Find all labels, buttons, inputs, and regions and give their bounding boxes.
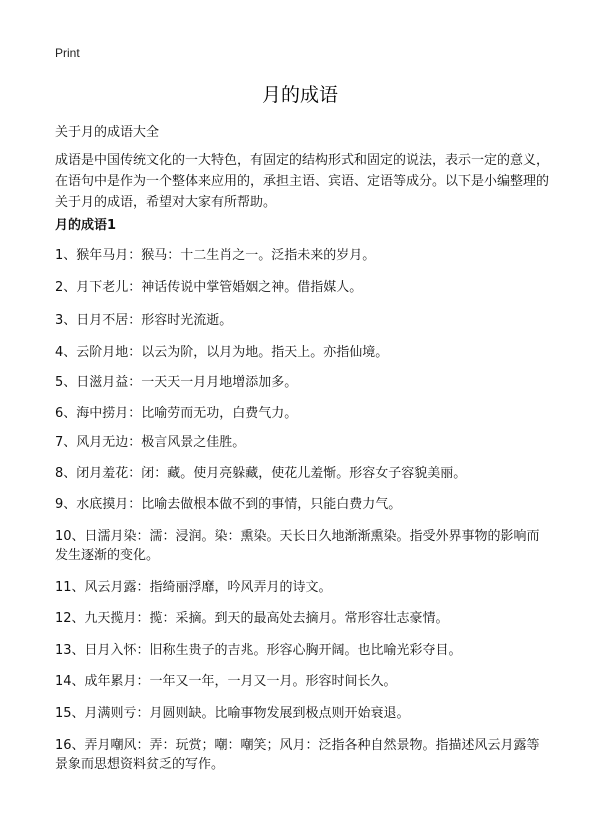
list-item: 6、海中捞月：比喻劳而无功，白费气力。 [55,406,298,421]
list-item: 12、九天揽月：揽：采摘。到天的最高处去摘月。常形容壮志豪情。 [55,611,449,626]
list-item: 10、日濡月染：濡：浸润。染：熏染。天长日久地渐渐熏染。指受外界事物的影响而发生逐渐的变化。 [55,529,540,563]
list-item: 8、闭月羞花：闭：藏。使月亮躲藏，使花儿羞惭。形容女子容貌美丽。 [55,466,467,481]
print-link[interactable]: Print [55,46,80,60]
list-item: 9、水底摸月：比喻去做根本做不到的事情，只能白费力气。 [55,497,402,512]
list-item: 11、风云月露：指绮丽浮靡，吟风弄月的诗文。 [55,580,332,595]
page-title: 月的成语 [261,84,338,106]
list-item: 16、弄月嘲风：弄：玩赏；嘲：嘲笑；风月：泛指各种自然景物。指描述风云月露等景象而思想资料贫乏的写作。 [55,738,540,772]
section-heading: 月的成语1 [55,218,117,233]
list-item: 1、猴年马月：猴马：十二生肖之一。泛指未来的岁月。 [55,248,376,263]
list-item: 4、云阶月地：以云为阶，以月为地。指天上。亦指仙境。 [55,345,389,360]
list-item: 2、月下老儿：神话传说中掌管婚姻之神。借指媒人。 [55,280,363,295]
list-item: 13、日月入怀：旧称生贵子的吉兆。形容心胸开阔。也比喻光彩夺目。 [55,643,462,658]
list-item: 14、成年累月：一年又一年，一月又一月。形容时间长久。 [55,674,397,689]
list-item: 15、月满则亏：月圆则缺。比喻事物发展到极点则开始衰退。 [55,706,410,721]
intro-paragraph: 成语是中国传统文化的一大特色，有固定的结构形式和固定的说法，表示一定的意义，在语句中是作为一个整体来应用的，承担主语、宾语、定语等成分。以下是小编整理的关于月的成语，希望对大家有所帮助。 [55,153,550,210]
list-item: 3、日月不居：形容时光流逝。 [55,313,233,328]
list-item: 5、日滋月益：一天天一月月地增添加多。 [55,375,298,390]
article-subtitle: 关于月的成语大全 [55,125,160,140]
list-item: 7、风月无边：极言风景之佳胜。 [55,435,246,450]
